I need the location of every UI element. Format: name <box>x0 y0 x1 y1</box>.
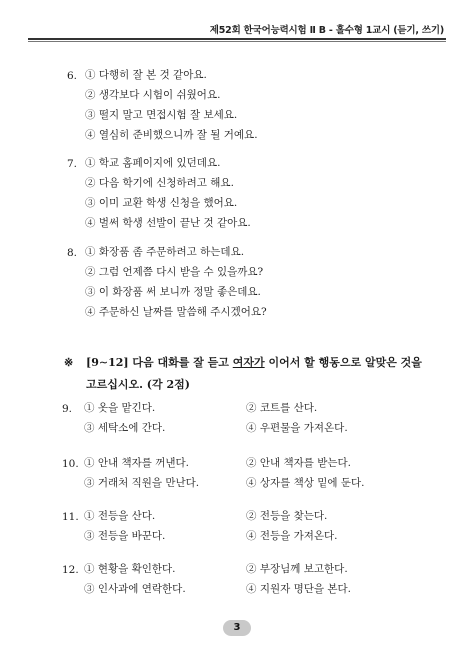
option-2: ② 코트를 산다. <box>246 402 318 414</box>
option-2: ② 생각보다 시험이 쉬웠어요. <box>85 89 221 101</box>
page-number: 3 <box>223 620 251 636</box>
option-1: ① 학교 홈페이지에 있던데요. <box>85 157 221 169</box>
option-3: ③ 세탁소에 간다. <box>84 422 166 434</box>
instruction-text: [9∼12] 다음 대화를 잘 듣고 <box>86 356 233 369</box>
option-2: ② 안내 책자를 받는다. <box>246 457 351 469</box>
question-number: 10. <box>62 458 79 470</box>
option-2: ② 그럼 언제쯤 다시 받을 수 있을까요? <box>85 266 264 278</box>
question-number: 11. <box>62 511 79 523</box>
option-3: ③ 전등을 바꾼다. <box>84 530 166 542</box>
page-header: 제52회 한국어능력시험 Ⅱ B - 홀수형 1교시 (듣기, 쓰기) <box>209 25 444 36</box>
option-2: ② 부장님께 보고한다. <box>246 563 348 575</box>
header-rule-thin <box>28 41 446 42</box>
option-3: ③ 떨지 말고 면접시험 잘 보세요. <box>85 109 238 121</box>
instruction-text: 이어서 할 행동으로 알맞은 것을 <box>264 356 422 369</box>
question-number: 12. <box>62 564 79 576</box>
option-3: ③ 이미 교환 학생 신청을 했어요. <box>85 197 238 209</box>
option-1: ① 현황을 확인한다. <box>84 563 176 575</box>
option-1: ① 옷을 맡긴다. <box>84 402 156 414</box>
option-4: ④ 열심히 준비했으니까 잘 될 거예요. <box>85 129 258 141</box>
option-1: ① 안내 책자를 꺼낸다. <box>84 457 189 469</box>
option-3: ③ 이 화장품 써 보니까 정말 좋은데요. <box>85 286 261 298</box>
option-4: ④ 지원자 명단을 본다. <box>246 583 351 595</box>
question-number: 6. <box>67 70 78 82</box>
option-1: ① 다행히 잘 본 것 같아요. <box>85 69 207 81</box>
option-3: ③ 거래처 직원을 만난다. <box>84 477 200 489</box>
instruction-line-1 <box>86 357 422 368</box>
reference-mark: ※ <box>64 356 74 369</box>
underlined-subject: 여자가 <box>232 356 265 369</box>
header-rule <box>28 38 446 40</box>
question-number: 8. <box>67 247 78 259</box>
option-4: ④ 벌써 학생 선발이 끝난 것 같아요. <box>85 217 251 229</box>
option-1: ① 화장품 좀 주문하려고 하는데요. <box>85 246 245 258</box>
option-2: ② 다음 학기에 신청하려고 해요. <box>85 177 234 189</box>
option-4: ④ 전등을 가져온다. <box>246 530 338 542</box>
question-number: 7. <box>67 158 78 170</box>
option-2: ② 전등을 찾는다. <box>246 510 328 522</box>
option-3: ③ 인사과에 연락한다. <box>84 583 186 595</box>
option-1: ① 전등을 산다. <box>84 510 156 522</box>
instruction-line-2: 고르십시오. (각 2점) <box>86 378 190 391</box>
option-4: ④ 상자를 책상 밑에 둔다. <box>246 477 365 489</box>
question-number: 9. <box>62 403 73 415</box>
option-4: ④ 우편물을 가져온다. <box>246 422 348 434</box>
option-4: ④ 주문하신 날짜를 말씀해 주시겠어요? <box>85 306 267 318</box>
